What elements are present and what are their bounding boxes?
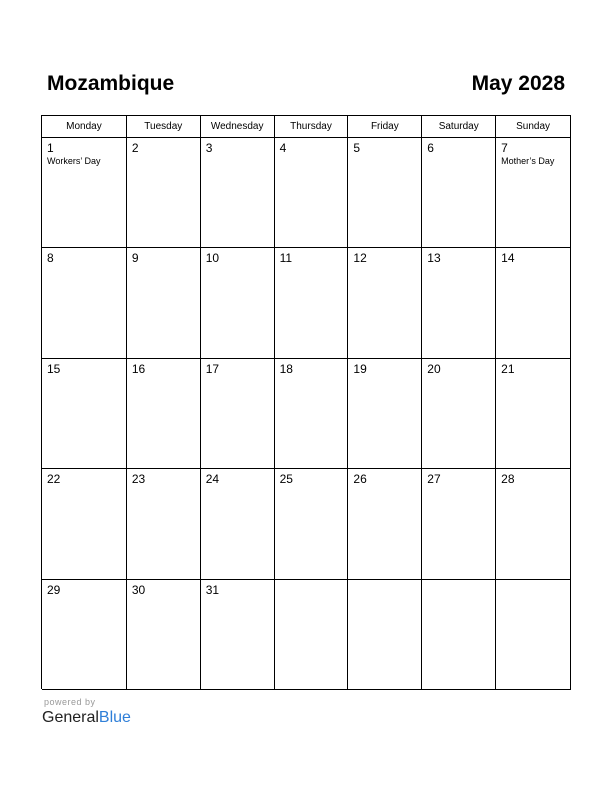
- day-cell: [127, 580, 201, 690]
- day-number: 28: [501, 472, 515, 487]
- day-number: 13: [427, 251, 441, 266]
- day-number: 1: [47, 141, 54, 155]
- day-number: 17: [205, 361, 220, 376]
- day-number: 21: [501, 361, 515, 376]
- day-cell: [496, 138, 571, 248]
- weekday-header: Saturday: [422, 116, 496, 138]
- day-cell: [201, 469, 275, 579]
- day-cell: [348, 138, 422, 248]
- day-number: 30: [131, 582, 146, 597]
- day-number: 3: [205, 141, 213, 155]
- weekday-header: Tuesday: [127, 116, 201, 138]
- day-cell: [42, 580, 127, 690]
- day-number: 29: [47, 582, 61, 597]
- day-cell: [201, 248, 275, 358]
- day-cell: [42, 248, 127, 358]
- day-cell: [422, 248, 496, 358]
- day-number: 6: [427, 141, 434, 155]
- month-title: May 2028: [471, 72, 565, 95]
- day-cell-empty: [348, 580, 422, 690]
- day-cell: [496, 469, 571, 579]
- week-row: [42, 138, 571, 248]
- day-number: 9: [131, 251, 139, 266]
- weekday-header: Sunday: [496, 116, 571, 138]
- day-number: 15: [47, 361, 61, 376]
- day-cell-empty: [422, 580, 496, 690]
- weekday-header: Thursday: [275, 116, 349, 138]
- holiday-label: Mother’s Day: [501, 156, 555, 166]
- day-number: 23: [131, 472, 146, 487]
- day-cell-empty: [275, 580, 349, 690]
- day-number: 19: [353, 361, 367, 376]
- day-cell: [127, 138, 201, 248]
- day-number: 8: [47, 251, 54, 266]
- day-cell: [275, 359, 349, 469]
- week-row: [42, 580, 571, 690]
- generalblue-logo: [42, 708, 131, 728]
- week-row: [42, 248, 571, 358]
- day-number: 26: [353, 472, 367, 487]
- day-number: 27: [427, 472, 441, 487]
- weekday-header: Friday: [348, 116, 422, 138]
- day-cell: [422, 138, 496, 248]
- day-number: 14: [501, 251, 515, 266]
- week-row: [42, 469, 571, 579]
- day-number: 20: [427, 361, 441, 376]
- day-cell-empty: [496, 580, 571, 690]
- day-number: 22: [47, 472, 61, 487]
- day-cell: [496, 359, 571, 469]
- day-number: 16: [131, 361, 146, 376]
- day-cell: [348, 248, 422, 358]
- day-cell: [348, 359, 422, 469]
- day-number: 25: [279, 472, 293, 487]
- day-number: 2: [131, 141, 139, 155]
- weekday-header: Monday: [42, 116, 127, 138]
- week-row: [42, 359, 571, 469]
- day-cell: [348, 469, 422, 579]
- day-number: 12: [353, 251, 367, 266]
- day-cell: [127, 248, 201, 358]
- day-cell: [127, 359, 201, 469]
- day-number: 31: [205, 582, 220, 597]
- day-number: 5: [353, 141, 361, 155]
- day-cell: [201, 359, 275, 469]
- day-cell: [422, 359, 496, 469]
- day-number: 4: [279, 141, 287, 155]
- day-cell: [127, 469, 201, 579]
- holiday-label: Workers’ Day: [47, 156, 101, 166]
- powered-by-label: powered by: [44, 697, 96, 707]
- day-number: 7: [501, 141, 508, 155]
- day-number: 10: [205, 251, 220, 266]
- day-cell: [201, 580, 275, 690]
- day-number: 18: [279, 361, 293, 376]
- day-cell: [496, 248, 571, 358]
- weekday-header-row: [42, 116, 571, 138]
- day-cell: [275, 248, 349, 358]
- day-number: 11: [279, 251, 293, 266]
- calendar-grid: [41, 115, 571, 689]
- weekday-header: Wednesday: [201, 116, 275, 138]
- day-cell: [422, 469, 496, 579]
- day-cell: [42, 138, 127, 248]
- day-number: 24: [205, 472, 220, 487]
- day-cell: [42, 469, 127, 579]
- day-cell: [42, 359, 127, 469]
- country-title: Mozambique: [47, 72, 175, 95]
- brand-blue-text: Blue: [98, 709, 131, 726]
- brand-general-text: General: [42, 709, 99, 726]
- day-cell: [275, 469, 349, 579]
- day-cell: [201, 138, 275, 248]
- day-cell: [275, 138, 349, 248]
